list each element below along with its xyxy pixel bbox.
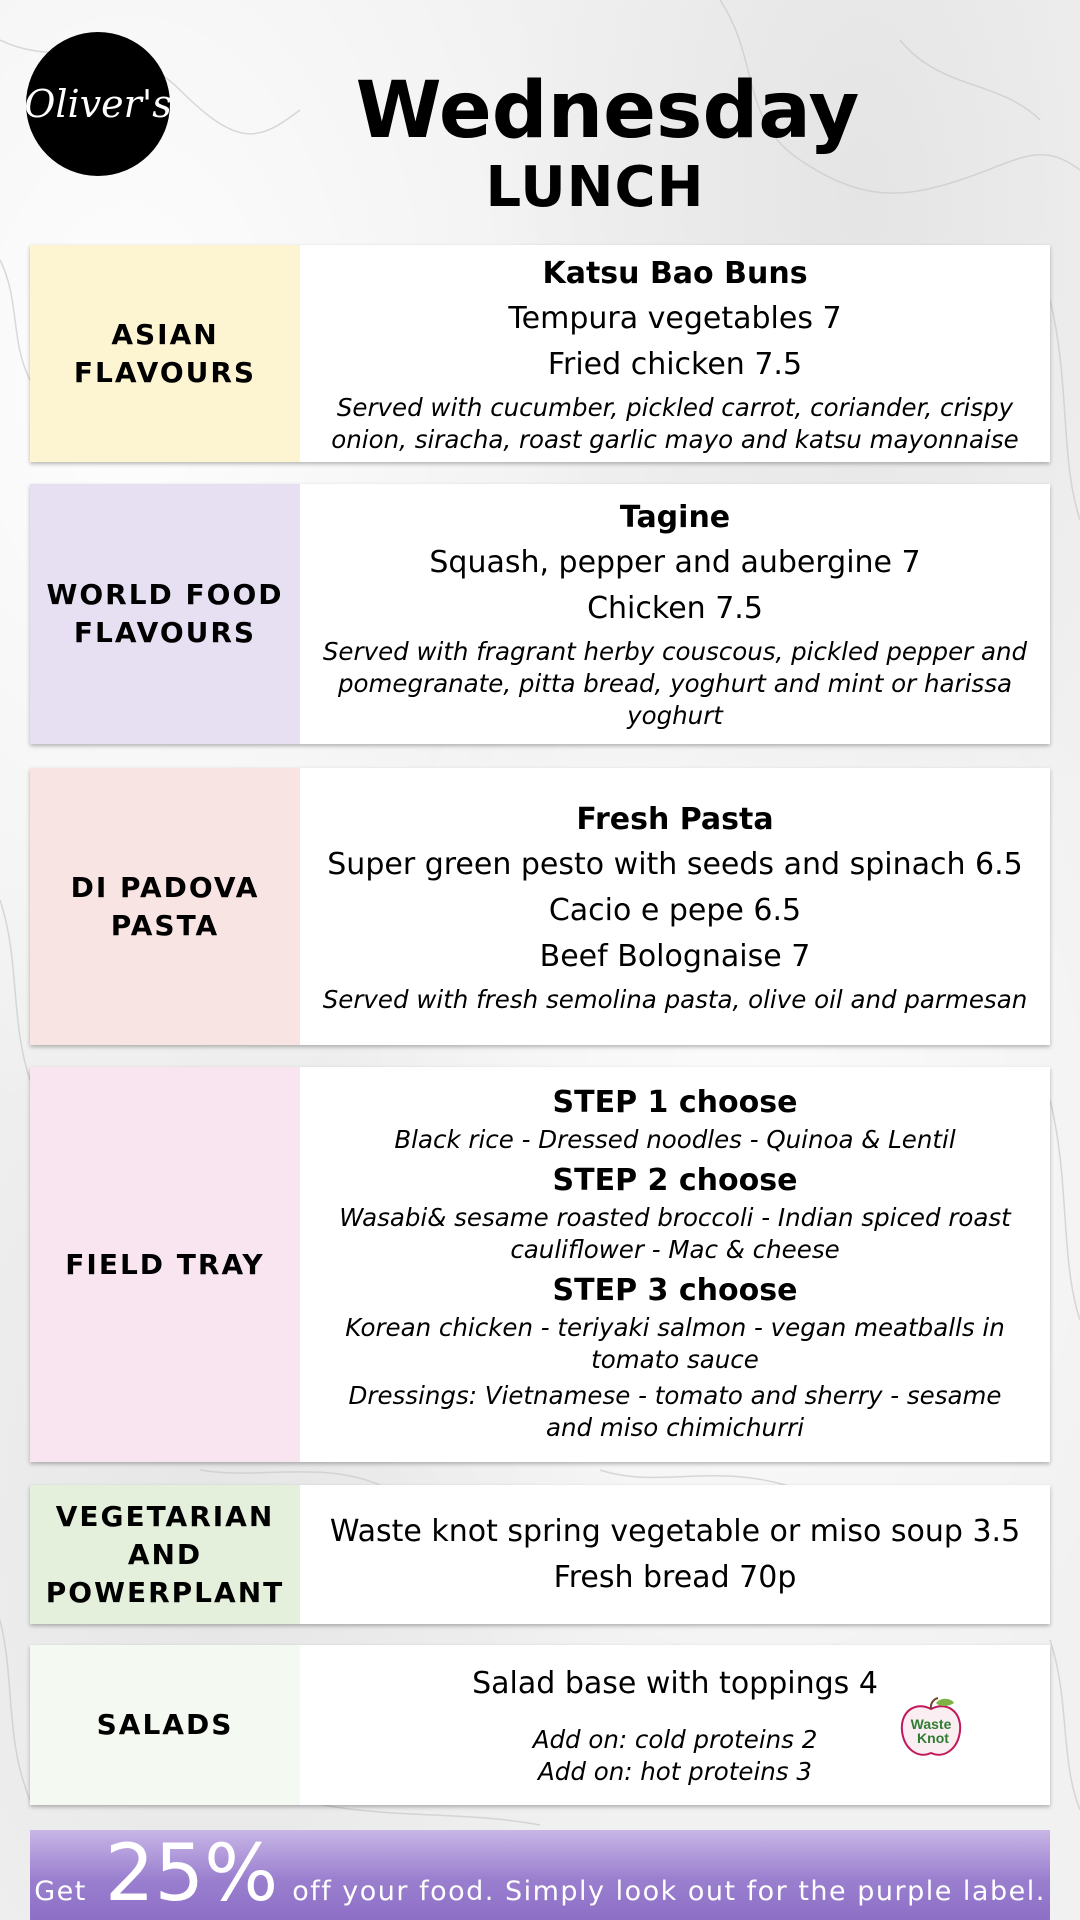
section-content [300,1485,1050,1624]
menu-item: Squash, pepper and aubergine 7 [429,545,921,580]
section-content [300,484,1050,744]
step-options: Black rice - Dressed noodles - Quinoa & Lentil [394,1124,956,1154]
menu-item: Cacio e pepe 6.5 [548,892,802,928]
day-title: Wednesday [355,66,860,156]
section-field-tray [30,1067,1050,1462]
section-content [300,768,1050,1045]
addon-item: Add on: cold proteins 2 [532,1725,818,1754]
section-vegetarian-powerplant [30,1485,1050,1624]
dish-title: Tagine [619,500,731,535]
svg-text:Waste: Waste [910,1716,952,1732]
section-salads [30,1645,1050,1805]
menu-item: Salad base with toppings 4 [472,1666,878,1701]
dish-note: Served with cucumber, pickled carrot, coriander, crispy onion, siracha, roast garlic mayo and katsu mayonnaise [331,392,1019,454]
dish-note: Served with fresh semolina pasta, olive oil and parmesan [322,984,1028,1014]
menu-item: Fresh bread 70p [553,1559,797,1595]
category-label: SALADS [30,1645,300,1805]
addon-item: Add on: hot proteins 3 [538,1757,812,1786]
dish-title: Fresh Pasta [576,801,774,837]
menu-item: Beef Bolognaise 7 [539,938,811,974]
menu-item: Tempura vegetables 7 [508,300,842,336]
menu-item: Super green pesto with seeds and spinach 6.5 [327,846,1023,882]
menu-item: Chicken 7.5 [587,591,763,626]
menu-item: Fried chicken 7.5 [547,346,803,382]
step-title: STEP 1 choose [552,1084,798,1120]
section-content [300,1067,1050,1462]
section-world-food-flavours [30,484,1050,744]
category-label: ASIAN FLAVOURS [30,245,300,462]
step-title: STEP 3 choose [552,1272,798,1308]
section-content [300,245,1050,462]
category-label: DI PADOVA PASTA [30,768,300,1045]
section-di-padova-pasta [30,768,1050,1045]
dressings-note: Dressings: Vietnamese - tomato and sherry - sesame and miso chimichurri [348,1380,1002,1442]
category-label: FIELD TRAY [30,1067,300,1462]
step-title: STEP 2 choose [552,1162,798,1198]
banner-discount: 25% [104,1829,279,1919]
dish-note: Served with fragrant herby couscous, pickled pepper and pomegranate, pitta bread, yoghurt and mint or harissa yoghurt [322,637,1028,730]
step-options: Wasabi& sesame roasted broccoli - Indian spiced roast cauliflower - Mac & cheese [339,1202,1011,1264]
meal-subtitle: LUNCH [485,155,705,220]
waste-knot-apple-logo-icon [896,1697,966,1761]
category-label: VEGETARIAN AND POWERPLANT [30,1485,300,1624]
section-content [300,1645,1050,1805]
banner-prefix: Get [34,1876,87,1907]
discount-banner [30,1830,1050,1920]
menu-item: Waste knot spring vegetable or miso soup 3.5 [329,1513,1021,1549]
step-options: Korean chicken - teriyaki salmon - vegan meatballs in tomato sauce [345,1312,1005,1374]
dish-title: Katsu Bao Buns [542,255,808,291]
banner-text: off your food. Simply look out for the purple label. [292,1876,1046,1907]
section-asian-flavours [30,245,1050,462]
category-label: WORLD FOOD FLAVOURS [30,484,300,744]
logo-text: Oliver's [24,82,172,126]
svg-text:Knot: Knot [917,1730,949,1746]
